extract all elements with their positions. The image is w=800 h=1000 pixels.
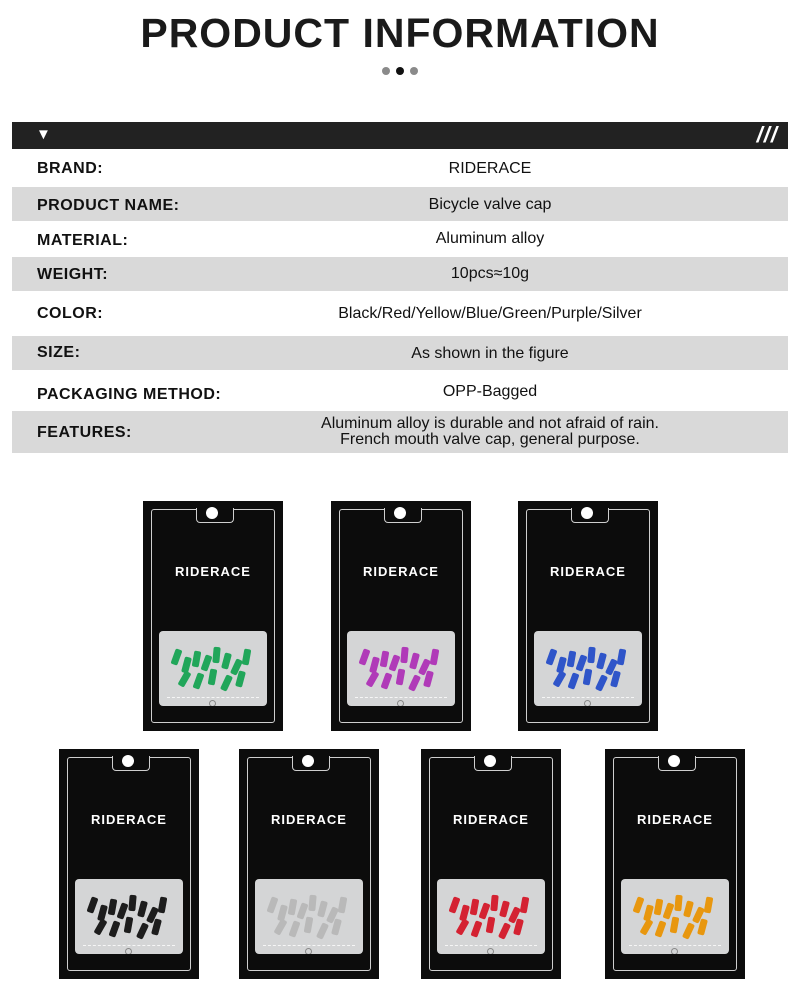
- valve-cap: [448, 896, 460, 913]
- spec-row-features: [12, 411, 788, 453]
- product-package-black: [59, 749, 199, 979]
- package-window: [534, 631, 642, 706]
- hang-hole: [484, 755, 496, 767]
- spec-header-bar: [12, 122, 788, 149]
- package-brand-label: RIDERACE: [453, 812, 529, 827]
- spec-label: COLOR:: [37, 305, 104, 322]
- valve-cap: [108, 899, 118, 916]
- package-window: [437, 879, 545, 954]
- valve-cap: [396, 669, 406, 686]
- valve-cap: [273, 918, 287, 935]
- valve-cap: [670, 917, 680, 934]
- package-window: [255, 879, 363, 954]
- valve-cap: [288, 920, 300, 937]
- valve-cap: [639, 918, 653, 935]
- window-dashed-line: [445, 945, 537, 946]
- valve-cap: [470, 920, 482, 937]
- spec-row-material: [12, 223, 788, 255]
- valve-cap: [683, 900, 694, 917]
- valve-cap: [170, 648, 182, 665]
- product-package-blue: [518, 501, 658, 731]
- window-dashed-line: [542, 697, 634, 698]
- package-brand-label: RIDERACE: [363, 564, 439, 579]
- valve-cap: [430, 649, 440, 666]
- window-mark: [671, 948, 678, 954]
- window-dashed-line: [355, 697, 447, 698]
- valve-cap: [358, 648, 370, 665]
- valve-cap: [338, 897, 348, 914]
- package-brand-label: RIDERACE: [91, 812, 167, 827]
- spec-value: 10pcs≈10g: [450, 265, 530, 282]
- product-package-silver: [239, 749, 379, 979]
- spec-row-product-name: [12, 187, 788, 221]
- spec-value: Aluminum alloy: [435, 230, 545, 247]
- valve-cap: [682, 922, 695, 939]
- valve-cap: [654, 899, 664, 916]
- hang-hole: [302, 755, 314, 767]
- valve-cap: [128, 895, 136, 912]
- valve-cap: [86, 896, 98, 913]
- valve-cap: [221, 652, 232, 669]
- spec-value: Black/Red/Yellow/Blue/Green/Purple/Silver: [338, 305, 642, 322]
- spec-row-size: [12, 336, 788, 370]
- hang-hole: [668, 755, 680, 767]
- window-mark: [209, 700, 216, 706]
- valve-cap: [177, 670, 191, 687]
- valve-cap: [212, 647, 220, 664]
- spec-value-line2: French mouth valve cap, general purpose.: [340, 431, 640, 448]
- valve-cap: [266, 896, 278, 913]
- valve-cap: [409, 652, 420, 669]
- valve-cap: [380, 672, 392, 689]
- spec-value: OPP-Bagged: [442, 383, 538, 400]
- package-brand-label: RIDERACE: [550, 564, 626, 579]
- window-mark: [584, 700, 591, 706]
- valve-cap: [567, 651, 577, 668]
- window-mark: [397, 700, 404, 706]
- valve-cap: [567, 672, 579, 689]
- window-dashed-line: [167, 697, 259, 698]
- window-dashed-line: [629, 945, 721, 946]
- valve-cap: [365, 670, 379, 687]
- spec-row-brand: [12, 152, 788, 184]
- valve-cap: [704, 897, 714, 914]
- spec-value: As shown in the figure: [411, 345, 569, 362]
- spec-label: SIZE:: [37, 344, 81, 361]
- spec-label: WEIGHT:: [37, 266, 109, 283]
- valve-cap: [242, 649, 252, 666]
- package-brand-label: RIDERACE: [637, 812, 713, 827]
- slashes-decoration: ///: [756, 122, 778, 147]
- valve-cap: [583, 669, 593, 686]
- valve-cap: [408, 674, 421, 691]
- window-dashed-line: [83, 945, 175, 946]
- page-title: PRODUCT INFORMATION: [140, 10, 660, 56]
- valve-cap: [400, 647, 408, 664]
- window-dashed-line: [263, 945, 355, 946]
- valve-cap: [124, 917, 134, 934]
- package-brand-label: RIDERACE: [271, 812, 347, 827]
- spec-row-color: [12, 294, 788, 334]
- carousel-dots: [0, 62, 800, 80]
- valve-cap: [520, 897, 530, 914]
- spec-value-line1: Aluminum alloy is durable and not afraid of rain.: [321, 415, 659, 432]
- valve-cap: [486, 917, 496, 934]
- spec-row-packaging: [12, 373, 788, 409]
- valve-cap: [380, 651, 390, 668]
- valve-cap: [317, 900, 328, 917]
- spec-label: MATERIAL:: [37, 232, 129, 249]
- valve-cap: [632, 896, 644, 913]
- valve-cap: [587, 647, 595, 664]
- spec-label: PACKAGING METHOD:: [37, 386, 222, 403]
- hang-hole: [122, 755, 134, 767]
- product-package-green: [143, 501, 283, 731]
- valve-cap: [308, 895, 316, 912]
- valve-cap: [93, 918, 107, 935]
- valve-cap: [490, 895, 498, 912]
- spec-row-weight: [12, 257, 788, 291]
- spec-label: FEATURES:: [37, 424, 132, 441]
- triangle-down-icon: ▼: [36, 126, 51, 143]
- package-brand-label: RIDERACE: [175, 564, 251, 579]
- carousel-dot-active[interactable]: [396, 67, 404, 75]
- hang-hole: [581, 507, 593, 519]
- valve-cap: [316, 922, 329, 939]
- valve-cap: [220, 674, 233, 691]
- hang-hole: [206, 507, 218, 519]
- valve-cap: [596, 652, 607, 669]
- valve-cap: [498, 922, 511, 939]
- window-mark: [487, 948, 494, 954]
- valve-cap: [654, 920, 666, 937]
- product-package-purple: [331, 501, 471, 731]
- carousel-dot[interactable]: [410, 67, 418, 75]
- hang-hole: [394, 507, 406, 519]
- valve-cap: [545, 648, 557, 665]
- package-window: [159, 631, 267, 706]
- valve-cap: [192, 672, 204, 689]
- window-mark: [305, 948, 312, 954]
- spec-value: RIDERACE: [448, 160, 532, 177]
- valve-cap: [208, 669, 218, 686]
- valve-cap: [288, 899, 298, 916]
- package-window: [75, 879, 183, 954]
- spec-label: BRAND:: [37, 160, 104, 177]
- valve-cap: [595, 674, 608, 691]
- valve-cap: [136, 922, 149, 939]
- window-mark: [125, 948, 132, 954]
- valve-cap: [108, 920, 120, 937]
- product-package-red: [421, 749, 561, 979]
- valve-cap: [674, 895, 682, 912]
- valve-cap: [617, 649, 627, 666]
- valve-cap: [455, 918, 469, 935]
- spec-value: Bicycle valve cap: [428, 196, 552, 213]
- package-window: [621, 879, 729, 954]
- valve-cap: [158, 897, 168, 914]
- valve-cap: [552, 670, 566, 687]
- valve-cap: [192, 651, 202, 668]
- spec-label: PRODUCT NAME:: [37, 197, 180, 214]
- valve-cap: [304, 917, 314, 934]
- package-window: [347, 631, 455, 706]
- product-package-yellow: [605, 749, 745, 979]
- valve-cap: [499, 900, 510, 917]
- valve-cap: [137, 900, 148, 917]
- valve-cap: [470, 899, 480, 916]
- carousel-dot[interactable]: [382, 67, 390, 75]
